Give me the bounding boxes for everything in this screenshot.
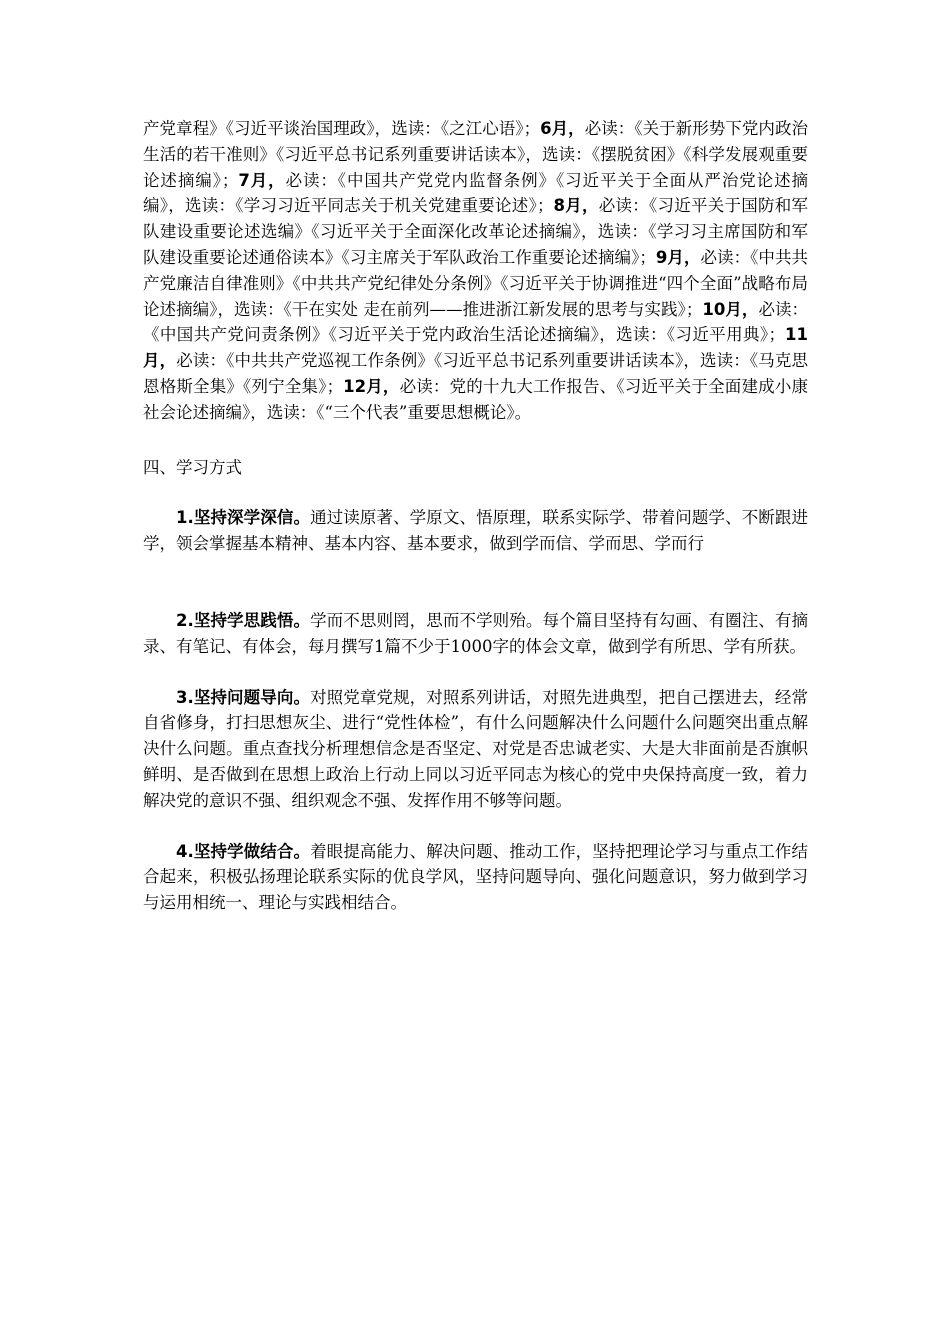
reading-plan-text: 产党章程》《习近平谈治国理政》，选读：《之江心语》；: [143, 119, 541, 138]
method-item-1: [143, 505, 808, 557]
month-label-november: 11月，: [143, 325, 808, 371]
reading-plan-text: 必读：《中国共产党问责条例》《习近平关于党内政治生活论述摘编》，选读：《习近平用典》；: [143, 299, 809, 345]
month-label-september: 9月，: [655, 247, 701, 267]
reading-plan-text: 必读：《中共共产党廉洁自律准则》《中共共产党纪律处分条例》《习近平关于协调推进“四个全面”战略布局论述摘编》，选读：《干在实处 走在前列——推进浙江新发展的思考与实践》；: [143, 247, 809, 319]
document-body: [143, 116, 808, 941]
reading-plan-text: 必读：党的十九大工作报告、《习近平关于全面建成小康社会论述摘编》，选读：《“三个代表”重要思想概论》。: [143, 376, 809, 422]
method-item-body: 着眼提高能力、解决问题、推动工作，坚持把理论学习与重点工作结合起来，积极弘扬理论联系实际的优良学风，坚持问题导向、强化问题意识，努力做到学习与运用相统一、理论与实践相结合。: [143, 841, 809, 913]
method-item-2: [143, 608, 808, 660]
method-item-title: 4.坚持学做结合。: [176, 841, 311, 861]
month-label-june: 6月，: [540, 119, 585, 138]
method-item-title: 2.坚持学思践悟。: [176, 610, 311, 630]
method-item-body: 对照党章党规，对照系列讲话，对照先进典型，把自己摆进去，经常自省修身，打扫思想灰尘、进行“党性体检”，有什么问题解决什么问题什么问题突出重点解决什么问题。重点查找分析理想信念是否坚定、对党是否忠诚老实、大是大非面前是否旗帜鲜明、是否做到在思想上政治上行动上同以习近平同志为核心的党中央保持高度一致，着力解决党的意识不强、组织观念不强、发挥作用不够等问题。: [143, 687, 809, 810]
method-item-3: [143, 685, 808, 814]
month-label-august: 8月，: [553, 196, 599, 216]
month-label-july: 7月，: [238, 170, 286, 190]
method-item-body: 学而不思则罔，思而不学则殆。每个篇目坚持有勾画、有圈注、有摘录、有笔记、有体会，每月撰写1篇不少于1000字的体会文章，做到学有所思、学有所获。: [143, 610, 809, 656]
reading-plan-paragraph: [143, 116, 808, 426]
method-item-title: 3.坚持问题导向。: [176, 687, 311, 707]
method-item-body: 通过读原著、学原文、悟原理，联系实际学、带着问题学、不断跟进学，领会掌握基本精神、基本内容、基本要求，做到学而信、学而思、学而行: [143, 508, 809, 554]
month-label-december: 12月，: [343, 376, 400, 396]
method-item-4: [143, 839, 808, 916]
method-item-title: 1.坚持深学深信。: [176, 508, 311, 528]
reading-plan-text: 必读：《关于新形势下党内政治生活的若干准则》《习近平总书记系列重要讲话读本》，选读：《摆脱贫困》《科学发展观重要论述摘编》；: [143, 119, 809, 190]
month-label-october: 10月，: [702, 299, 759, 319]
section-heading: 四、学习方式: [143, 457, 242, 477]
reading-plan-text: 必读：《习近平关于国防和军队建设重要论述选编》《习近平关于全面深化改革论述摘编》，选读：《学习习主席国防和军队建设重要论述通俗读本》《习主席关于军队政治工作重要论述摘编》；: [143, 196, 809, 267]
reading-plan-text: 必读：《中共共产党巡视工作条例》《习近平总书记系列重要讲话读本》，选读：《马克思恩格斯全集》《列宁全集》；: [143, 351, 809, 396]
reading-plan-text: 必读：《中国共产党党内监督条例》《习近平关于全面从严治党论述摘编》，选读：《学习习近平同志关于机关党建重要论述》；: [143, 170, 809, 216]
